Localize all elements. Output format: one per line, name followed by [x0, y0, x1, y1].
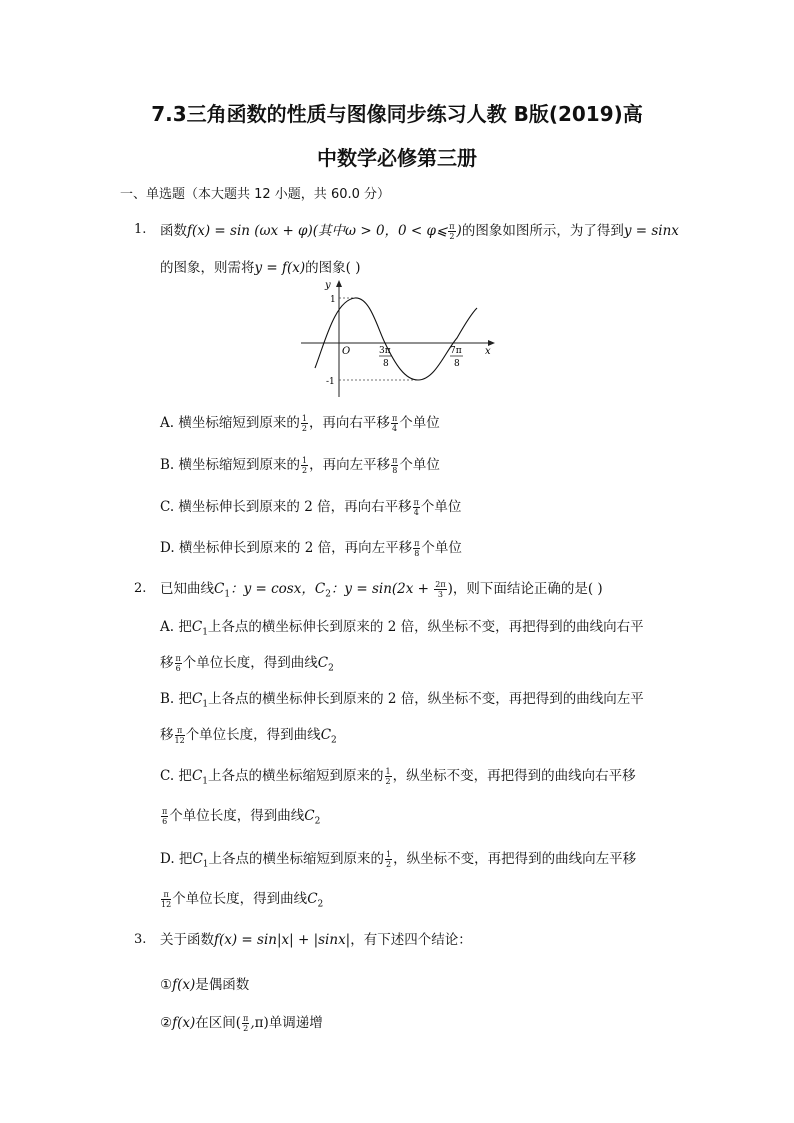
- q2-option-b-line-1: B. 把$C_1$上各点的横坐标伸长到原来的 2 倍，纵坐标不变，再把得到的曲线向左平: [160, 691, 644, 710]
- q1-option-c: C. 横坐标伸长到原来的 2 倍，再向右平移 $\frac{\pi}{4}$ 个单位: [160, 498, 462, 517]
- x-tick-7pi-8-num: 7π: [450, 346, 462, 356]
- q1-option-b: B. 横坐标缩短到原来的 $\frac{1}{2}$ ，再向左平移 $\frac{\pi}{8}$ 个单位: [160, 456, 440, 475]
- q2-option-d-line-1: D. 把$C_1$上各点的横坐标缩短到原来的 $\frac{1}{2}$ ，纵坐标不变，再把得到的曲线向左平移: [160, 850, 637, 870]
- q2-option-a-line-1: A. 把$C_1$上各点的横坐标伸长到原来的 2 倍，纵坐标不变，再把得到的曲线向右平: [160, 619, 644, 638]
- y-tick-1: 1: [330, 295, 336, 305]
- q1-option-a: A. 横坐标缩短到原来的 $\frac{1}{2}$ ，再向右平移 $\frac{\pi}{4}$ 个单位: [160, 414, 440, 433]
- q2-stem: 已知曲线$C_1$：y = cosx，$C_2$：y = sin(2x + $\frac{2\pi}{3}$ )，则下面结论正确的是( ): [160, 580, 603, 600]
- q1-stem-line-1: 函数f(x) = sin (ωx + φ)(其中ω > 0，0 < φ⩽ $\frac{\pi}{2}$ )的图象如图所示，为了得到y = sinx: [160, 222, 679, 241]
- q1-frac-pi-2: $\frac{\pi}{2}$: [449, 222, 455, 241]
- y-tick-neg1: -1: [326, 377, 335, 387]
- title-line-2: 中数学必修第三册: [317, 146, 477, 170]
- q2-option-c-line-1: C. 把$C_1$上各点的横坐标缩短到原来的 $\frac{1}{2}$ ，纵坐标不变，再把得到的曲线向右平移: [160, 767, 636, 787]
- q1-target-function: y = sinx: [623, 223, 679, 239]
- q2-option-a-line-2: 移 $\frac{\pi}{6}$ 个单位长度，得到曲线$C_2$: [160, 654, 334, 674]
- q1-number: 1.: [134, 222, 147, 237]
- q1-graph: [295, 272, 510, 402]
- title-line-1: 7.3三角函数的性质与图像同步练习人教 B版(2019)高: [151, 102, 643, 126]
- y-axis-label: y: [325, 280, 331, 291]
- q3-item-1: ①f(x)是偶函数: [160, 977, 250, 993]
- q1-option-d: D. 横坐标伸长到原来的 2 倍，再向左平移 $\frac{\pi}{8}$ 个单位: [160, 539, 462, 558]
- q3-number: 3.: [134, 932, 147, 947]
- q3-item-2: ②f(x)在区间( $\frac{\pi}{2}$ ,π)单调递增: [160, 1014, 323, 1033]
- origin-label: O: [342, 346, 351, 357]
- y-axis-arrow: [336, 280, 342, 287]
- q3-stem: 关于函数f(x) = sin|x| + |sinx|，有下述四个结论：: [160, 932, 472, 948]
- q2-option-c-line-2: $\frac{\pi}{6}$ 个单位长度，得到曲线$C_2$: [162, 807, 321, 827]
- section-header: 一、单选题（本大题共 12 小题，共 60.0 分）: [120, 187, 391, 202]
- q2-option-d-line-2: $\frac{\pi}{12}$ 个单位长度，得到曲线$C_2$: [161, 890, 324, 910]
- x-tick-3pi-8-num: 3π: [379, 346, 391, 356]
- x-tick-3pi-8-den: 8: [383, 359, 389, 369]
- x-tick-7pi-8-den: 8: [454, 359, 460, 369]
- q2-option-b-line-2: 移 $\frac{\pi}{12}$ 个单位长度，得到曲线$C_2$: [160, 726, 337, 746]
- q1-stem-line-2: 的图象，则需将y = f(x)的图象( ): [160, 260, 361, 276]
- q1-function: f(x) = sin (ωx + φ)(其中ω > 0，0 < φ⩽: [187, 223, 448, 239]
- x-axis-label: x: [485, 346, 491, 357]
- q2-number: 2.: [134, 581, 147, 596]
- q1-stem-text: 函数: [160, 223, 187, 239]
